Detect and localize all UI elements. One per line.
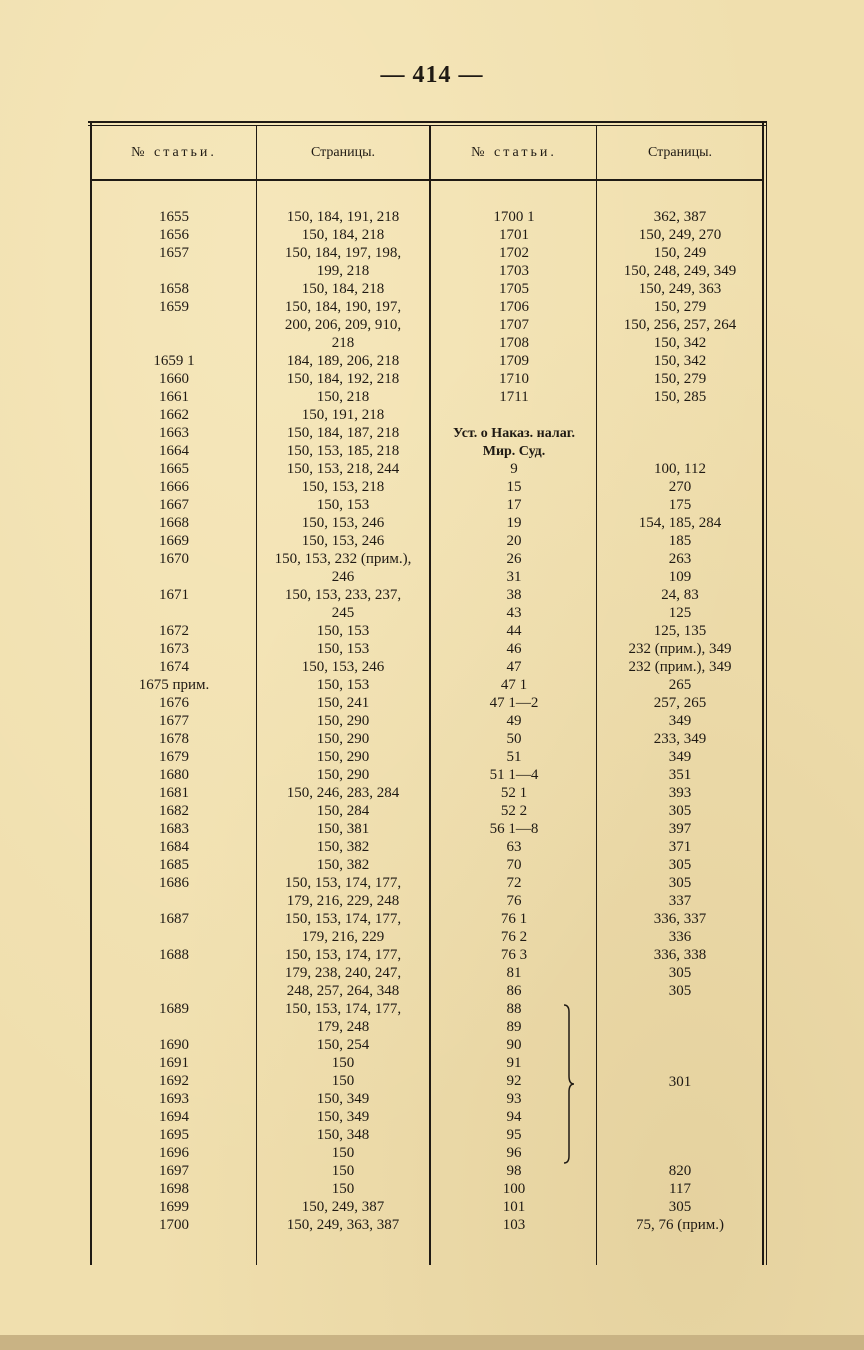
left-page-refs: 150, 153, 174, 177, — [284, 875, 402, 891]
brace-pages-value: 301 — [668, 1074, 692, 1090]
left-page-refs: 200, 206, 209, 910, — [284, 317, 402, 333]
right-page-refs: 232 (прим.), 349 — [628, 641, 732, 657]
left-article-number: 1655 — [159, 209, 189, 225]
right-article-number: 15 — [506, 479, 522, 495]
left-article-number — [92, 892, 256, 910]
right-page-refs: 100, 112 — [654, 461, 706, 477]
left-page-refs: 150, 153, 232 (прим.), — [274, 551, 412, 567]
left-page-refs: 150, 153, 246 — [301, 659, 385, 675]
table-right-border-outer — [766, 121, 767, 1265]
left-article-number: 1688 — [159, 947, 189, 963]
left-article-number — [92, 568, 256, 586]
right-page-refs — [598, 1054, 762, 1072]
right-article-number — [432, 442, 596, 460]
left-page-refs: 245 — [331, 605, 355, 621]
right-page-refs: 336 — [668, 929, 692, 945]
right-article-number: 92 — [506, 1073, 522, 1089]
right-article-number: 1709 — [499, 353, 529, 369]
left-article-number: 1690 — [159, 1037, 189, 1053]
left-page-refs: 150, 349 — [316, 1091, 370, 1107]
table-right-border — [762, 121, 764, 1265]
left-page-refs: 150, 153, 174, 177, — [284, 1001, 402, 1017]
right-article-number: 38 — [506, 587, 522, 603]
section-label-line2: Мир. Суд. — [482, 444, 546, 459]
right-page-refs — [598, 406, 762, 424]
right-article-number: 88 — [506, 1001, 522, 1017]
right-article-number: 1708 — [499, 335, 529, 351]
left-page-refs: 150 — [331, 1163, 355, 1179]
header-article-right: № статьи. — [471, 145, 557, 160]
left-article-number: 1677 — [159, 713, 189, 729]
right-page-refs: 336, 337 — [653, 911, 707, 927]
left-article-number: 1674 — [159, 659, 189, 675]
header-article-left: № статьи. — [131, 145, 217, 160]
right-page-refs: 337 — [668, 893, 692, 909]
left-article-number — [92, 262, 256, 280]
left-article-number: 1673 — [159, 641, 189, 657]
right-article-number: 76 1 — [500, 911, 528, 927]
left-article-number: 1687 — [159, 911, 189, 927]
left-page-refs: 248, 257, 264, 348 — [286, 983, 400, 999]
right-article-number: 98 — [506, 1163, 522, 1179]
right-page-refs: 233, 349 — [653, 731, 707, 747]
left-article-number: 1694 — [159, 1109, 189, 1125]
left-article-number: 1667 — [159, 497, 189, 513]
right-page-refs — [598, 1018, 762, 1036]
right-page-refs: 125 — [668, 605, 692, 621]
left-page-refs: 150, 249, 387 — [301, 1199, 385, 1215]
right-article-number: 50 — [506, 731, 522, 747]
right-article-number: 47 — [506, 659, 522, 675]
left-page-refs: 150, 184, 218 — [301, 281, 385, 297]
left-page-refs: 150, 290 — [316, 767, 370, 783]
right-page-refs: 232 (прим.), 349 — [628, 659, 732, 675]
left-page-refs: 150, 382 — [316, 839, 370, 855]
right-article-number — [432, 406, 596, 424]
right-page-refs: 150, 279 — [653, 371, 707, 387]
left-page-refs: 179, 216, 229 — [301, 929, 385, 945]
left-article-number: 1686 — [159, 875, 189, 891]
left-page-refs: 150, 218 — [316, 389, 370, 405]
right-page-refs: 150, 248, 249, 349 — [623, 263, 737, 279]
right-page-refs: 150, 285 — [653, 389, 707, 405]
column-divider-1 — [256, 126, 257, 1265]
table-top-rule-inner — [88, 125, 766, 126]
left-page-refs: 150, 191, 218 — [301, 407, 385, 423]
right-article-number: 63 — [506, 839, 522, 855]
left-page-refs: 150, 184, 192, 218 — [286, 371, 400, 387]
left-page-refs: 150, 290 — [316, 749, 370, 765]
right-page-refs: 150, 342 — [653, 335, 707, 351]
right-article-number: 26 — [506, 551, 522, 567]
left-article-number: 1668 — [159, 515, 189, 531]
left-article-number: 1692 — [159, 1073, 189, 1089]
right-page-refs: 150, 342 — [653, 353, 707, 369]
right-page-refs: 305 — [668, 857, 692, 873]
right-article-number: 31 — [506, 569, 522, 585]
left-page-refs: 150, 153, 246 — [301, 515, 385, 531]
right-page-refs: 150, 279 — [653, 299, 707, 315]
left-page-refs: 150, 284 — [316, 803, 370, 819]
left-page-refs: 150, 153, 246 — [301, 533, 385, 549]
right-article-number: 100 — [502, 1181, 526, 1197]
right-page-refs — [598, 1036, 762, 1054]
column-divider-3 — [596, 126, 597, 1265]
header-pages-right: Страницы. — [647, 145, 713, 160]
right-article-number: 1705 — [499, 281, 529, 297]
right-page-refs: 257, 265 — [653, 695, 707, 711]
left-page-refs: 184, 189, 206, 218 — [286, 353, 400, 369]
right-page-refs: 125, 135 — [653, 623, 707, 639]
table-top-rule — [88, 121, 766, 123]
right-article-number: 20 — [506, 533, 522, 549]
left-page-refs: 150, 153 — [316, 623, 370, 639]
right-page-refs: 75, 76 (прим.) — [635, 1217, 725, 1233]
right-article-number: 43 — [506, 605, 522, 621]
right-article-number: 1711 — [499, 389, 529, 405]
left-page-refs: 150, 153, 218, 244 — [286, 461, 400, 477]
left-page-refs: 150 — [331, 1055, 355, 1071]
right-page-refs — [598, 1144, 762, 1162]
right-article-number: 1706 — [499, 299, 529, 315]
right-article-number: 1703 — [499, 263, 529, 279]
column-divider-2 — [429, 126, 431, 1265]
right-article-number: 89 — [506, 1019, 522, 1035]
left-page-refs: 150, 249, 363, 387 — [286, 1217, 400, 1233]
left-page-refs: 150 — [331, 1145, 355, 1161]
right-article-number: 19 — [506, 515, 522, 531]
left-article-number: 1665 — [159, 461, 189, 477]
right-article-number: 81 — [506, 965, 522, 981]
right-article-number: 1702 — [499, 245, 529, 261]
right-article-number: 96 — [506, 1145, 522, 1161]
right-page-refs: 24, 83 — [661, 587, 699, 603]
left-article-number: 1680 — [159, 767, 189, 783]
right-article-number: 52 1 — [500, 785, 528, 801]
right-page-refs: 150, 249, 363 — [638, 281, 722, 297]
left-page-refs: 179, 248 — [316, 1019, 370, 1035]
right-page-refs: 270 — [668, 479, 692, 495]
right-page-refs: 305 — [668, 875, 692, 891]
right-page-refs: 305 — [668, 1199, 692, 1215]
left-article-number: 1658 — [159, 281, 189, 297]
left-page-refs: 150, 153 — [316, 677, 370, 693]
left-page-refs: 246 — [331, 569, 355, 585]
left-article-number: 1696 — [159, 1145, 189, 1161]
left-article-number: 1684 — [159, 839, 189, 855]
left-page-refs: 150, 153 — [316, 497, 370, 513]
right-page-refs: 305 — [668, 803, 692, 819]
left-article-number: 1683 — [159, 821, 189, 837]
right-article-number: 93 — [506, 1091, 522, 1107]
left-article-number: 1685 — [159, 857, 189, 873]
right-page-refs — [598, 1000, 762, 1018]
left-article-number — [92, 928, 256, 946]
right-page-refs: 336, 338 — [653, 947, 707, 963]
right-article-number: 51 — [506, 749, 522, 765]
left-article-number: 1670 — [159, 551, 189, 567]
right-page-refs: 820 — [668, 1163, 692, 1179]
section-label-line1: Уст. о Наказ. налаг. — [453, 426, 575, 441]
right-article-number: 44 — [506, 623, 522, 639]
left-article-number: 1663 — [159, 425, 189, 441]
right-page-refs: 154, 185, 284 — [638, 515, 722, 531]
right-page-refs: 397 — [668, 821, 692, 837]
left-article-number: 1661 — [159, 389, 189, 405]
right-article-number: 1707 — [499, 317, 529, 333]
left-article-number: 1698 — [159, 1181, 189, 1197]
left-article-number: 1689 — [159, 1001, 189, 1017]
right-page-refs: 393 — [668, 785, 692, 801]
right-page-refs: 150, 249 — [653, 245, 707, 261]
right-article-number: 52 2 — [500, 803, 528, 819]
right-page-refs — [598, 1126, 762, 1144]
left-article-number — [92, 964, 256, 982]
left-page-refs: 150, 382 — [316, 857, 370, 873]
right-page-refs: 109 — [668, 569, 692, 585]
left-page-refs: 150, 381 — [316, 821, 370, 837]
right-page-refs: 351 — [668, 767, 692, 783]
left-page-refs: 150, 184, 190, 197, — [284, 299, 402, 315]
left-article-number: 1697 — [159, 1163, 189, 1179]
left-article-number: 1678 — [159, 731, 189, 747]
left-article-number: 1671 — [159, 587, 189, 603]
right-article-number: 70 — [506, 857, 522, 873]
left-page-refs: 150 — [331, 1181, 355, 1197]
left-article-number: 1679 — [159, 749, 189, 765]
left-article-number: 1669 — [159, 533, 189, 549]
right-article-number: 9 — [510, 461, 518, 477]
left-article-number: 1666 — [159, 479, 189, 495]
right-page-refs — [598, 424, 762, 442]
right-page-refs: 349 — [668, 749, 692, 765]
right-article-number: 76 3 — [500, 947, 528, 963]
right-page-refs: 175 — [668, 497, 692, 513]
left-article-number: 1682 — [159, 803, 189, 819]
left-article-number: 1675 прим. — [138, 677, 210, 693]
left-article-number: 1672 — [159, 623, 189, 639]
right-article-number: 47 1 — [500, 677, 528, 693]
right-article-number: 90 — [506, 1037, 522, 1053]
left-article-number: 1659 1 — [153, 353, 195, 369]
left-page-refs: 150, 290 — [316, 713, 370, 729]
right-page-refs — [598, 1108, 762, 1126]
left-page-refs: 150, 153, 174, 177, — [284, 911, 402, 927]
right-article-number: 103 — [502, 1217, 526, 1233]
left-page-refs: 150, 184, 191, 218 — [286, 209, 400, 225]
left-article-number — [92, 316, 256, 334]
left-page-refs: 150, 246, 283, 284 — [286, 785, 400, 801]
right-page-refs: 263 — [668, 551, 692, 567]
right-article-number: 95 — [506, 1127, 522, 1143]
right-page-refs: 371 — [668, 839, 692, 855]
right-article-number: 17 — [506, 497, 522, 513]
left-article-number — [92, 334, 256, 352]
brace-icon — [563, 1004, 575, 1164]
left-page-refs: 218 — [331, 335, 355, 351]
right-article-number: 101 — [502, 1199, 526, 1215]
right-article-number: 91 — [506, 1055, 522, 1071]
left-page-refs: 150, 153, 174, 177, — [284, 947, 402, 963]
left-article-number: 1662 — [159, 407, 189, 423]
left-article-number: 1693 — [159, 1091, 189, 1107]
right-article-number: 1700 1 — [493, 209, 535, 225]
right-article-number: 1701 — [499, 227, 529, 243]
right-page-refs: 150, 256, 257, 264 — [623, 317, 737, 333]
left-page-refs: 150, 184, 197, 198, — [284, 245, 402, 261]
right-article-number: 1710 — [499, 371, 529, 387]
right-article-number: 86 — [506, 983, 522, 999]
right-page-refs: 349 — [668, 713, 692, 729]
right-page-refs: 185 — [668, 533, 692, 549]
left-page-refs: 150, 153, 233, 237, — [284, 587, 402, 603]
header-pages-left: Страницы. — [310, 145, 376, 160]
left-page-refs: 150, 153 — [316, 641, 370, 657]
page-bottom-edge — [0, 1335, 864, 1350]
left-article-number: 1695 — [159, 1127, 189, 1143]
left-page-refs: 150, 153, 218 — [301, 479, 385, 495]
left-article-number: 1659 — [159, 299, 189, 315]
left-page-refs: 150, 241 — [316, 695, 370, 711]
left-page-refs: 199, 218 — [316, 263, 370, 279]
left-article-number: 1681 — [159, 785, 189, 801]
right-page-refs: 150, 249, 270 — [638, 227, 722, 243]
left-article-number: 1691 — [159, 1055, 189, 1071]
right-page-refs: 117 — [669, 1181, 691, 1197]
left-article-number: 1660 — [159, 371, 189, 387]
left-page-refs: 150, 153, 185, 218 — [286, 443, 400, 459]
right-article-number: 51 1—4 — [489, 767, 539, 783]
right-article-number: 46 — [506, 641, 522, 657]
right-article-number: 47 1—2 — [489, 695, 539, 711]
left-page-refs: 179, 216, 229, 248 — [286, 893, 400, 909]
left-article-number — [92, 982, 256, 1000]
right-article-number: 76 2 — [500, 929, 528, 945]
left-article-number — [92, 1018, 256, 1036]
right-page-refs: 305 — [668, 983, 692, 999]
left-page-refs: 150, 184, 218 — [301, 227, 385, 243]
right-page-refs — [598, 442, 762, 460]
left-page-refs: 150, 348 — [316, 1127, 370, 1143]
right-article-number — [432, 424, 596, 442]
right-article-number: 72 — [506, 875, 522, 891]
right-article-number: 94 — [506, 1109, 522, 1125]
header-bottom-rule — [92, 179, 762, 181]
left-page-refs: 150, 254 — [316, 1037, 370, 1053]
page-number: — 414 — — [380, 62, 484, 88]
right-article-number: 76 — [506, 893, 522, 909]
left-page-refs: 150, 349 — [316, 1109, 370, 1125]
left-article-number: 1656 — [159, 227, 189, 243]
right-page-refs — [598, 1090, 762, 1108]
right-page-refs: 265 — [668, 677, 692, 693]
left-page-refs: 150, 184, 187, 218 — [286, 425, 400, 441]
left-article-number: 1699 — [159, 1199, 189, 1215]
left-article-number: 1700 — [159, 1217, 189, 1233]
left-article-number — [92, 604, 256, 622]
left-article-number: 1676 — [159, 695, 189, 711]
left-page-refs: 150, 290 — [316, 731, 370, 747]
left-article-number: 1664 — [159, 443, 189, 459]
left-page-refs: 179, 238, 240, 247, — [284, 965, 402, 981]
right-article-number: 49 — [506, 713, 522, 729]
left-article-number: 1657 — [159, 245, 189, 261]
right-article-number: 56 1—8 — [489, 821, 539, 837]
right-page-refs: 305 — [668, 965, 692, 981]
left-page-refs: 150 — [331, 1073, 355, 1089]
right-page-refs: 362, 387 — [653, 209, 707, 225]
